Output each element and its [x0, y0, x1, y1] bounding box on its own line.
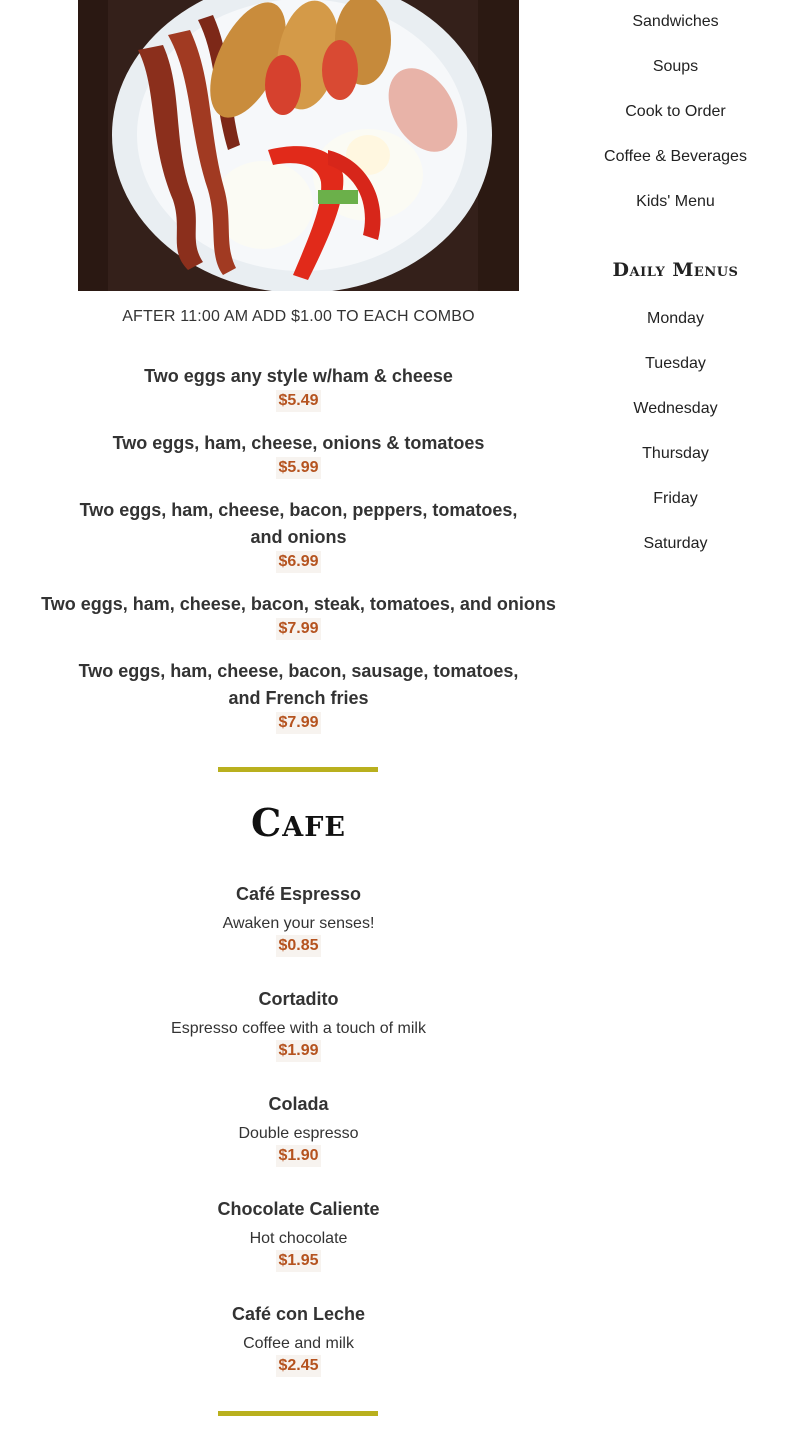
- menu-item-price: $5.99: [276, 457, 320, 479]
- menu-item-name: Colada: [268, 1094, 329, 1114]
- sidebar-link-wednesday[interactable]: Wednesday: [633, 400, 718, 417]
- breakfast-plate-photo: [78, 0, 519, 291]
- menu-item: [70, 497, 527, 573]
- menu-item-description: Espresso coffee with a touch of milk: [171, 1020, 426, 1037]
- menu-item: [40, 1301, 557, 1377]
- menu-item: [40, 1196, 557, 1272]
- sidebar: [566, 0, 785, 1444]
- menu-item-price: $2.45: [276, 1355, 320, 1377]
- menu-item: [30, 591, 567, 640]
- menu-item-description: Hot chocolate: [249, 1230, 348, 1247]
- sidebar-link-thursday[interactable]: Thursday: [642, 445, 709, 462]
- combo-surcharge-note: AFTER 11:00 AM ADD $1.00 TO EACH COMBO: [122, 308, 475, 325]
- menu-item: [40, 986, 557, 1062]
- menu-item-name: Two eggs, ham, cheese, bacon, peppers, tomatoes, and onions: [79, 500, 518, 547]
- sidebar-link-monday[interactable]: Monday: [647, 310, 704, 327]
- menu-item-name: Two eggs any style w/ham & cheese: [144, 366, 453, 386]
- sidebar-link-soups[interactable]: Soups: [652, 58, 699, 75]
- menu-item-name: Café con Leche: [231, 1304, 366, 1324]
- menu-item: [70, 658, 527, 734]
- menu-item-price: $5.49: [276, 390, 320, 412]
- menu-item-name: Café Espresso: [235, 884, 362, 904]
- menu-item-description: Awaken your senses!: [222, 915, 375, 932]
- sidebar-link-friday[interactable]: Friday: [653, 490, 698, 507]
- menu-item-name: Cortadito: [258, 989, 339, 1009]
- menu-item-price: $1.99: [276, 1040, 320, 1062]
- menu-item-name: Two eggs, ham, cheese, bacon, sausage, tomatoes, and French fries: [78, 661, 519, 708]
- cafe-section-title: Cafe: [251, 800, 346, 845]
- daily-menus-heading: Daily Menus: [612, 259, 739, 281]
- menu-item-name: Two eggs, ham, cheese, bacon, steak, tomatoes, and onions: [41, 594, 556, 614]
- sidebar-link-coffee-beverages[interactable]: Coffee & Beverages: [604, 148, 747, 165]
- menu-item: [40, 363, 557, 412]
- section-divider: [218, 767, 378, 772]
- menu-item-description: Coffee and milk: [243, 1335, 354, 1352]
- sidebar-link-tuesday[interactable]: Tuesday: [645, 355, 706, 372]
- menu-item: [40, 881, 557, 957]
- sidebar-link-sandwiches[interactable]: Sandwiches: [632, 13, 719, 30]
- menu-item-name: Two eggs, ham, cheese, onions & tomatoes: [112, 433, 485, 453]
- menu-item-price: $6.99: [276, 551, 320, 573]
- section-divider: [218, 1411, 378, 1416]
- sidebar-link-saturday[interactable]: Saturday: [643, 535, 708, 552]
- menu-item-price: $1.95: [276, 1250, 320, 1272]
- menu-item-price: $1.90: [276, 1145, 320, 1167]
- menu-item-price: $0.85: [276, 935, 320, 957]
- menu-item-price: $7.99: [276, 712, 320, 734]
- menu-item: [40, 1091, 557, 1167]
- menu-item-description: Double espresso: [238, 1125, 359, 1142]
- sidebar-link-kids-menu[interactable]: Kids' Menu: [636, 193, 715, 210]
- menu-item-name: Chocolate Caliente: [217, 1199, 380, 1219]
- sidebar-link-cook-to-order[interactable]: Cook to Order: [625, 103, 726, 120]
- menu-item-price: $7.99: [276, 618, 320, 640]
- menu-item: [40, 430, 557, 479]
